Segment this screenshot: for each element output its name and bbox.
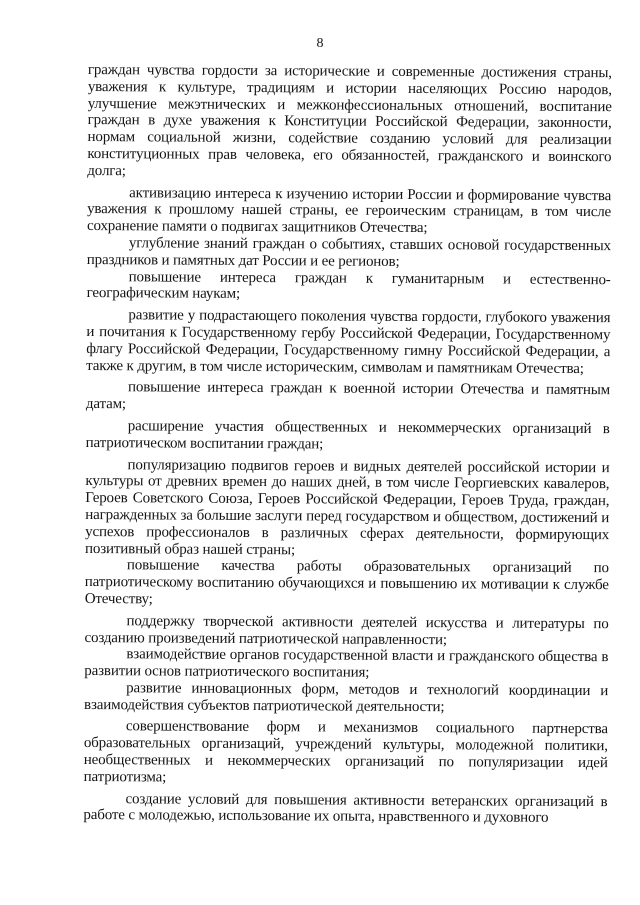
paragraph: развитие у подрастающего поколения чувства гордости, глубокого уважения и почитания к Государственному гербу Российской Федерации, Государственному флагу Российской Федерации, Государственному гимну Российской Федерации, а также к другим, в том числе историческим, символам и памятникам Отечества; [86,307,611,377]
paragraph: поддержку творческой активности деятелей искусства и литературы по созданию произведений патриотической направленности; [84,612,609,648]
paragraph: активизацию интереса к изучению истории России и формирование чувства уважения к прошлому нашей страны, ее героическим страницам, в том числе сохранение памяти о подвигах защитников Отечества; [86,184,612,237]
paragraph: развитие инновационных форм, методов и технологий координации и взаимодействия субъектов патриотической деятельности; [84,680,609,715]
page-number: 8 [316,36,324,51]
paragraph: повышение интереса граждан к военной истории Отечества и памятным датам; [85,379,611,413]
paragraph: популяризацию подвигов героев и видных деятелей российской истории и культуры от древних времен до наших дней, в том числе Георгиевских кавалеров, Героев Советского Союза, Героев Российской Федерации, Героев Труда, граждан, награжденных за большие заслуги перед государством и обществом, достижений и успехов профессионалов в различных сферах деятельности, формирующих позитивный образ нашей страны; [84,456,610,558]
paragraph: совершенствование форм и механизмов социального партнерства образовательных организаций, учреждений культуры, молодежной политики, необщественных и некоммерческих организаций по популяризации идей патриотизма; [83,718,608,786]
paragraph: взаимодействие органов государственной власти и гражданского общества в развитии основ патриотического воспитания; [84,646,609,681]
paragraph: углубление знаний граждан о событиях, ставших основой государственных праздников и памятных дат России и ее регионов; [86,235,611,270]
paragraph: повышение качества работы образовательных организаций по патриотическому воспитанию обучающихся и повышению их мотивации к службе Отечеству; [84,557,609,608]
paragraph: создание условий для повышения активности ветеранских организаций в работе с молодежью, использование их опыта, нравственного и духовного [83,790,608,827]
paragraph: расширение участия общественных и некоммерческих организаций в патриотическом воспитании граждан; [85,418,610,453]
paragraph: повышение интереса граждан к гуманитарным и естественно-географическим наукам; [86,268,611,303]
document-body [83,62,612,827]
paragraph: граждан чувства гордости за исторические и современные достижения страны, уважения к культуре, традициям и истории населяющих Россию народов, улучшение межэтнических и межконфессиональных отношений, воспитание граждан в духе уважения к Конституции Российской Федерации, законности, нормам социальной жизни, содействие созданию условий для реализации конституционных прав человека, его обязанностей, гражданского и воинского долга; [87,62,612,180]
